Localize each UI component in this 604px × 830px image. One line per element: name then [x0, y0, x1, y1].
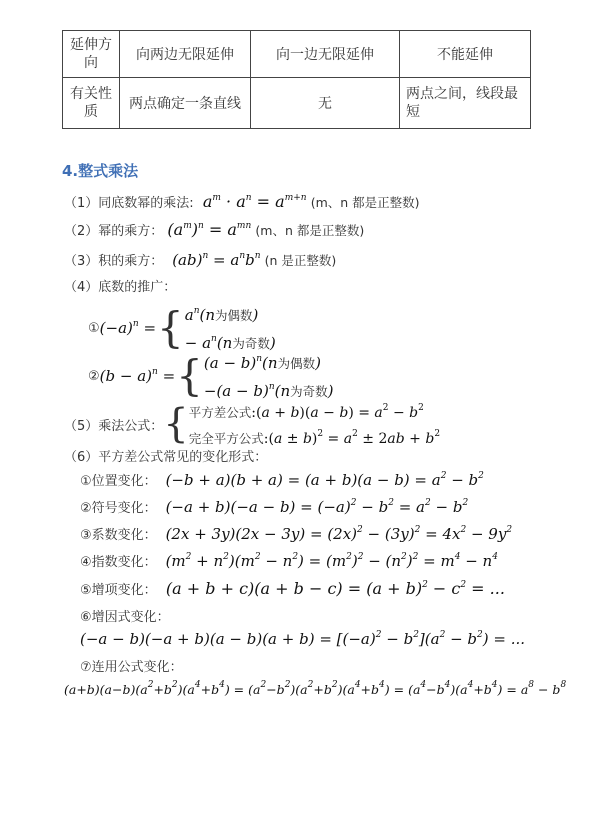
section-title: 4.整式乘法	[62, 162, 139, 180]
formula: $(m^2 + n^2)(m^2 - n^2) = (m^2)^2 - (n^2)^2 = m^4 - n^4$	[160, 552, 498, 570]
extension-2	[88, 348, 334, 404]
rule-label: （6）平方差公式常见的变化形式：	[64, 450, 268, 465]
formula: $(2x + 3y)(2x - 3y) = (2x)^2 - (3y)^2 = 4x^2 - 9y^2$	[160, 525, 513, 543]
table-cell: 无	[251, 78, 400, 129]
rule-multiplication-formulas	[64, 398, 440, 450]
rule-power-of-power	[64, 220, 364, 239]
table-cell: 不能延伸	[400, 31, 531, 78]
cases: 平方差公式:(a + $b)(a - b) = a^2 - b^2$ 完全平方公式:(a ± $b)^2 = a^2 \pm 2ab + b^2$	[188, 403, 441, 447]
variation-6-formula	[80, 630, 525, 648]
table-row	[63, 78, 531, 129]
cases: $a^n(n$为偶数) − $a^n(n$为奇数)	[184, 306, 276, 352]
variation-5	[80, 579, 505, 598]
brace: {	[163, 401, 189, 447]
variation-label: ⑤增项变化：	[80, 583, 157, 598]
rule-note: (n 是正整数)	[264, 253, 337, 268]
table-cell: 向一边无限延伸	[251, 31, 400, 78]
variation-label: ⑥增因式变化：	[80, 610, 170, 625]
brace: {	[176, 351, 203, 400]
table-cell: 向两边无限延伸	[120, 31, 251, 78]
variation-7	[80, 656, 183, 675]
formula-lhs: $(-a)^n$ =	[99, 319, 157, 337]
variation-7-formula	[64, 680, 566, 698]
variation-3	[80, 524, 512, 543]
sub-label: ①	[88, 320, 100, 336]
comparison-table	[62, 30, 531, 129]
table-cell: 两点确定一条直线	[120, 78, 251, 129]
rule-base-extension	[64, 276, 176, 295]
formula: $(a^m)^n = a^{mn}$	[167, 220, 252, 239]
rule-label: （3）积的乘方：	[64, 254, 164, 269]
table-row	[63, 31, 531, 78]
table-cell: 两点之间，线段最短	[400, 78, 531, 129]
formula: $(a+b)(a-b)(a^2+b^2)(a^4+b^4) = (a^2-b^2)(a^2+b^2)(a^4+b^4) = (a^4-b^4)(a^4+b^4) = a^8 - b^8$	[64, 680, 567, 697]
rule-power-of-product	[64, 250, 336, 269]
variation-label: ④指数变化：	[80, 555, 157, 570]
variation-1	[80, 470, 484, 489]
formula: $(-a - b)(-a + b)(a - b)(a + b) = [(-a)^2 - b^2](a^2 - b^2)$ = ...	[80, 630, 526, 648]
rule-label: （1）同底数幂的乘法:	[64, 196, 194, 211]
variation-label: ③系数变化：	[80, 528, 157, 543]
variation-label: ②符号变化：	[80, 501, 157, 516]
rule-label: （2）幂的乘方：	[64, 224, 164, 239]
formula: $a^m \cdot a^n = a^{m+n}$	[197, 192, 307, 211]
rule-note: (m、n 都是正整数)	[310, 195, 420, 210]
formula-lhs: $(b - a)^n$ =	[99, 367, 176, 385]
rule-variations	[64, 446, 267, 465]
sub-label: ②	[88, 368, 100, 384]
brace: {	[157, 303, 184, 352]
variation-4	[80, 551, 498, 570]
rule-same-base	[64, 192, 420, 211]
formula: $(-b + a)(b + a) = (a + b)(a - b) = a^2 - b^2$	[160, 471, 484, 489]
variation-6	[80, 606, 170, 625]
rule-note: (m、n 都是正整数)	[255, 223, 365, 238]
formula: $(a + b + c)(a + b - c) = (a + b)^2 - c^2$ = ...	[160, 579, 505, 598]
formula: $(ab)^n = a^nb^n$	[167, 251, 261, 269]
row-header: 延伸方向	[63, 31, 120, 78]
row-header: 有关性质	[63, 78, 120, 129]
formula: $(-a + b)(-a - b) = (-a)^2 - b^2 = a^2 - b^2$	[160, 498, 469, 516]
variation-2	[80, 497, 468, 516]
variation-label: ①位置变化：	[80, 474, 157, 489]
variation-label: ⑦连用公式变化：	[80, 660, 183, 675]
rule-label: （5）乘法公式：	[64, 418, 164, 434]
cases: $(a - b)^n(n$为偶数) $-(a - b)^n(n$为奇数)	[203, 354, 334, 400]
rule-label: （4）底数的推广：	[64, 280, 177, 295]
